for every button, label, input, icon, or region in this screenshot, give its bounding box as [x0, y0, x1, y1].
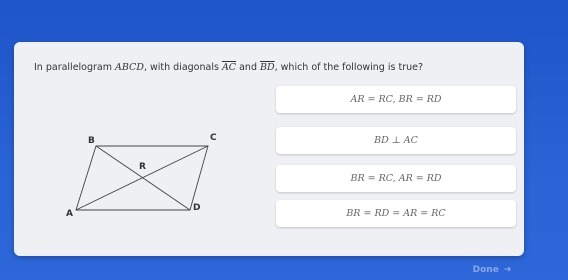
parallelogram-diagram — [62, 128, 232, 218]
vertex-label-d: D — [193, 203, 201, 213]
diagonal-ac — [76, 146, 208, 210]
vertex-label-a: A — [66, 209, 73, 218]
answer-choice-2[interactable]: BD ⊥ AC — [276, 127, 516, 154]
answer-choice-1[interactable]: AR = RC, BR = RD — [276, 86, 516, 113]
vertex-label-b: B — [88, 136, 95, 146]
answer-choice-3[interactable]: BR = RC, AR = RD — [276, 165, 516, 192]
arrow-right-icon: ➜ — [503, 265, 512, 275]
vertex-label-c: C — [210, 133, 217, 143]
center-label-r: R — [139, 162, 146, 172]
done-button[interactable]: Done ➜ — [472, 265, 512, 275]
question-text: In parallelogram ABCD, with diagonals $\overline{AC}$ and $\overline{BD}$, which of the following is true? — [34, 62, 424, 73]
answer-choice-4[interactable]: BR = RD = AR = RC — [276, 200, 516, 227]
diagonal-bd — [96, 146, 190, 210]
